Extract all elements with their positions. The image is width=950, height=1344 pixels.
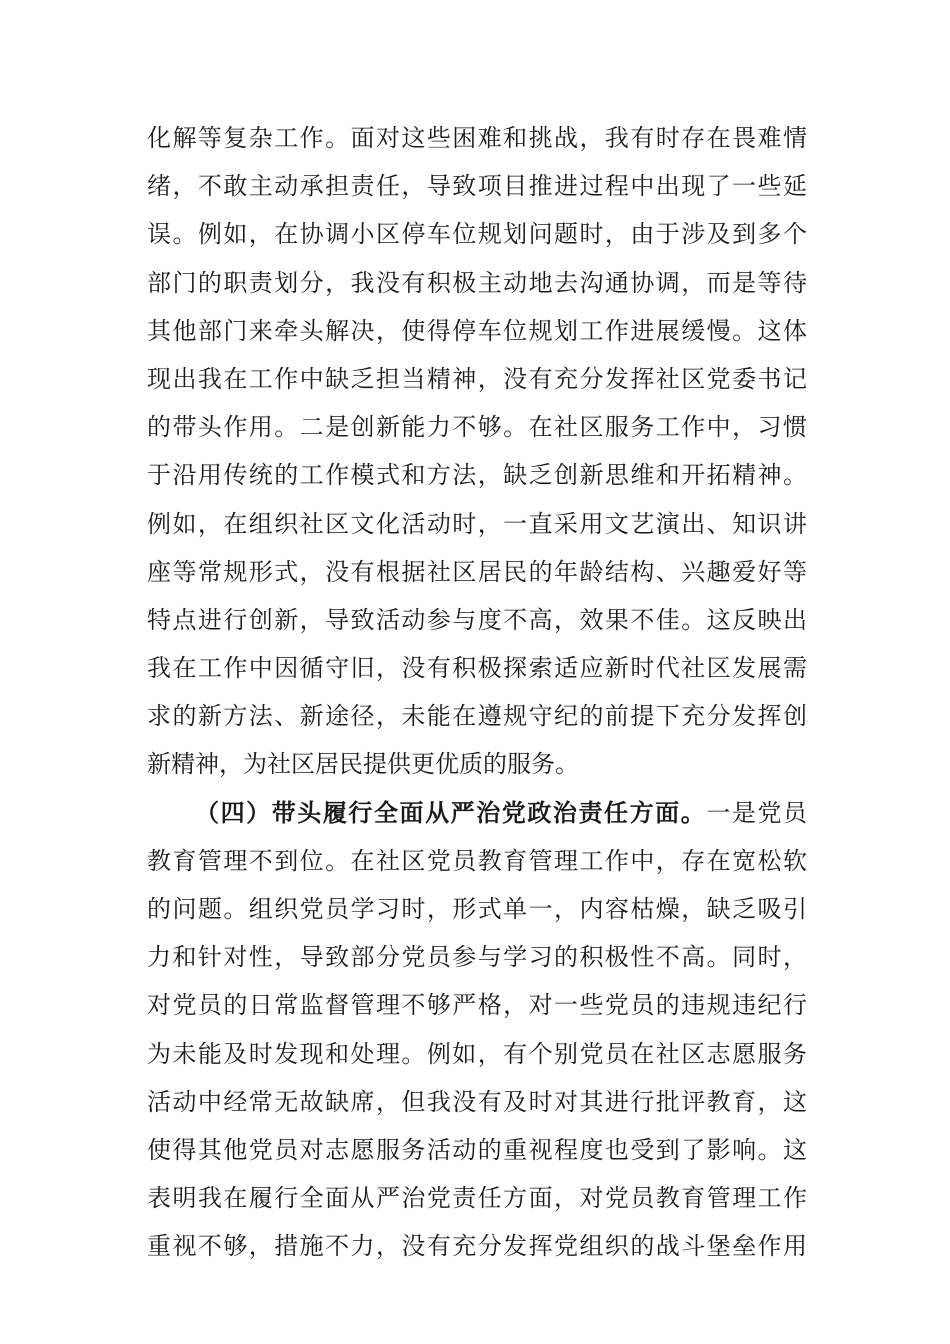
section-heading-tail: 一是党员: [706, 798, 808, 827]
paragraph-line: 使得其他党员对志愿服务活动的重视程度也受到了影响。这: [147, 1135, 807, 1164]
section-heading-line: [147, 789, 807, 837]
paragraph-line: 例如，在组织社区文化活动时，一直采用文艺演出、知识讲: [147, 509, 807, 538]
body-text: [147, 114, 807, 1271]
paragraph-line: 教育管理不到位。在社区党员教育管理工作中，存在宽松软: [147, 846, 807, 875]
paragraph-line: 其他部门来牵头解决，使得停车位规划工作进展缓慢。这体: [147, 316, 807, 345]
paragraph-line: 活动中经常无故缺席，但我没有及时对其进行批评教育，这: [147, 1087, 807, 1116]
paragraph-line: 部门的职责划分，我没有积极主动地去沟通协调，而是等待: [147, 268, 807, 297]
paragraph-line: 为未能及时发现和处理。例如，有个别党员在社区志愿服务: [147, 1039, 807, 1068]
paragraph-line: 于沿用传统的工作模式和方法，缺乏创新思维和开拓精神。: [147, 461, 807, 490]
paragraph-line: 表明我在履行全面从严治党责任方面，对党员教育管理工作: [147, 1184, 807, 1213]
paragraph-line: 重视不够，措施不力，没有充分发挥党组织的战斗堡垒作用: [147, 1232, 807, 1261]
paragraph-line: 的问题。组织党员学习时，形式单一，内容枯燥，缺乏吸引: [147, 895, 807, 923]
paragraph-line: 化解等复杂工作。面对这些困难和挑战，我有时存在畏难情: [147, 124, 807, 152]
paragraph-line: 座等常规形式，没有根据社区居民的年龄结构、兴趣爱好等: [147, 557, 807, 586]
paragraph-line: 力和针对性，导致部分党员参与学习的积极性不高。同时，: [147, 943, 807, 972]
paragraph-line: 的带头作用。二是创新能力不够。在社区服务工作中，习惯: [147, 413, 807, 442]
paragraph-line: 误。例如，在协调小区停车位规划问题时，由于涉及到多个: [147, 220, 807, 249]
paragraph-line: 我在工作中因循守旧，没有积极探索适应新时代社区发展需: [147, 654, 807, 683]
paragraph-line: 特点进行创新，导致活动参与度不高，效果不佳。这反映出: [147, 605, 807, 634]
paragraph-line: 新精神，为社区居民提供更优质的服务。: [147, 750, 579, 779]
paragraph-line: 求的新方法、新途径，未能在遵规守纪的前提下充分发挥创: [147, 702, 807, 731]
section-heading: （四）带头履行全面从严治党政治责任方面。: [195, 797, 707, 827]
paragraph-line: 对党员的日常监督管理不够严格，对一些党员的违规违纪行: [147, 991, 807, 1020]
paragraph-line: 现出我在工作中缺乏担当精神，没有充分发挥社区党委书记: [147, 364, 807, 393]
paragraph-line: 绪，不敢主动承担责任，导致项目推进过程中出现了一些延: [147, 172, 807, 201]
